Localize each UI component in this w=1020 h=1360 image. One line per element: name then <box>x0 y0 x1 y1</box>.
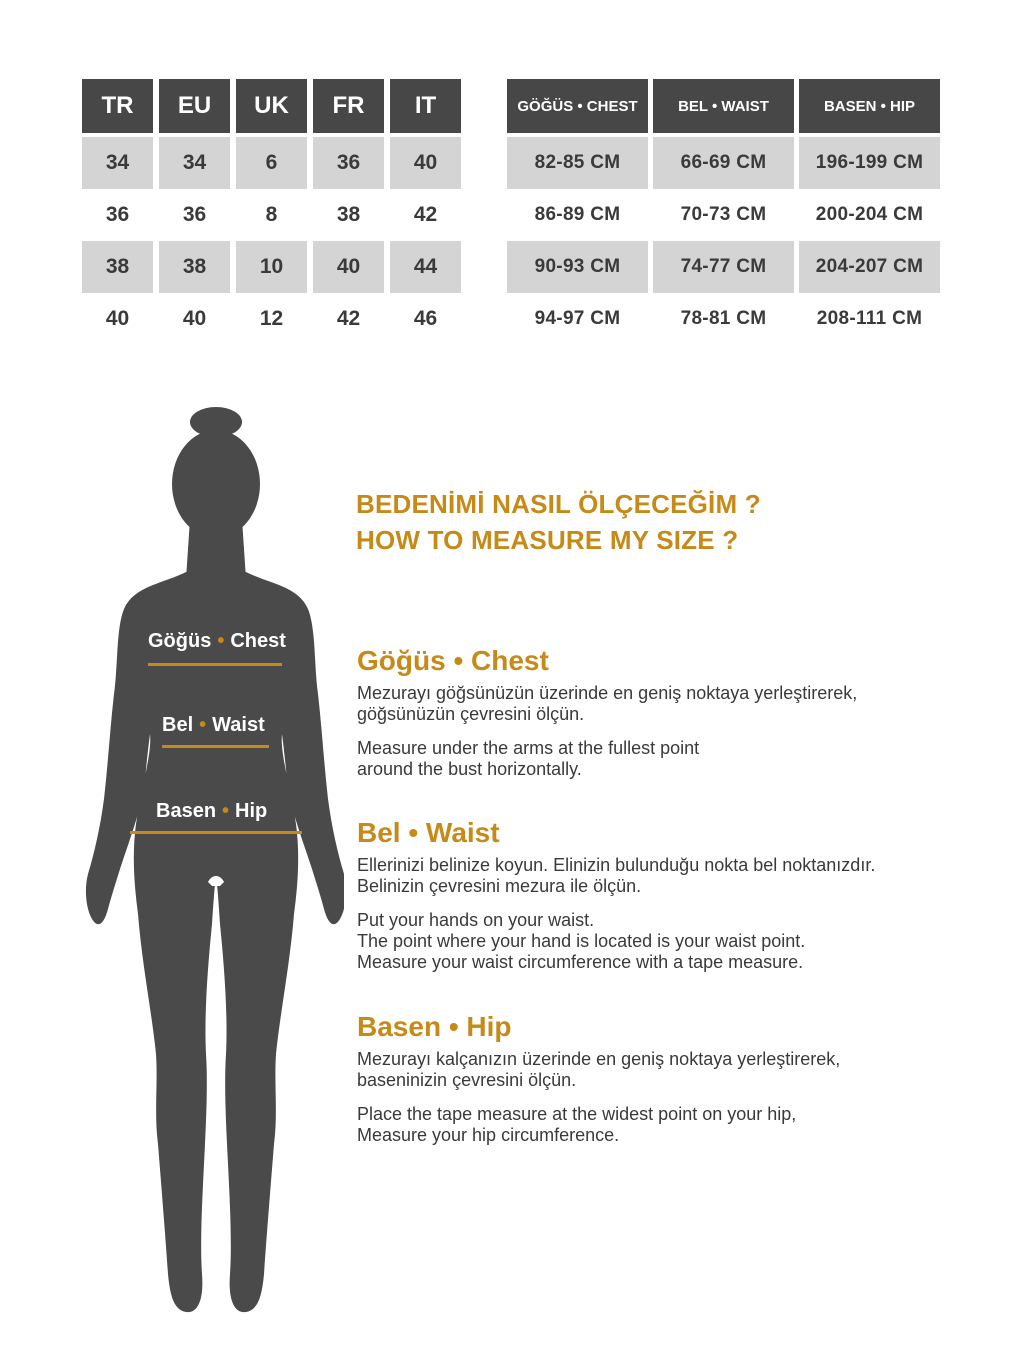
table-cell: 8 <box>265 203 278 226</box>
page-title-en: HOW TO MEASURE MY SIZE ? <box>356 525 739 555</box>
table-cell: 36 <box>105 203 130 226</box>
table-cell: 42 <box>336 307 361 330</box>
table-cell: 40 <box>105 307 130 330</box>
table-cell: 46 <box>413 307 438 330</box>
column-header-hip: BASEN • HIP <box>799 79 940 133</box>
table-cell: 90-93 CM <box>507 241 648 293</box>
table-cell: 70-73 CM <box>680 204 767 225</box>
table-cell: 40 <box>390 137 461 189</box>
section-hip-tr-text: Mezurayı kalçanızın üzerinde en geniş noktaya yerleştirerek, baseninizin çevresini ölçün. <box>357 1049 841 1090</box>
table-cell: 208-111 CM <box>816 308 923 329</box>
table-cell: 200-204 CM <box>815 204 924 225</box>
table-cell: 44 <box>390 241 461 293</box>
waist-tape-line <box>162 745 269 748</box>
column-header-it: IT <box>390 79 461 133</box>
table-cell: 6 <box>236 137 307 189</box>
column-header-fr: FR <box>313 79 384 133</box>
table-cell: 10 <box>236 241 307 293</box>
section-waist <box>357 817 957 986</box>
table-cell: 38 <box>159 241 230 293</box>
section-waist-en-text: Put your hands on your waist. The point where your hand is located is your waist point. Measure your waist circumference with a tape measure. <box>357 910 806 972</box>
table-cell: 74-77 CM <box>653 241 794 293</box>
figure-label-hip <box>156 800 267 823</box>
body-silhouette <box>82 404 344 1316</box>
section-waist-heading: Bel • Waist <box>357 817 500 848</box>
section-chest-tr-text: Mezurayı göğsünüzün üzerinde en geniş noktaya yerleştirerek, göğsünüzün çevresini ölçün. <box>357 683 858 724</box>
bullet-dot: • <box>199 714 207 736</box>
section-hip-en-text: Place the tape measure at the widest point on your hip, Measure your hip circumference. <box>357 1104 797 1145</box>
figure-label-waist-tr: Bel <box>162 714 194 736</box>
figure-label-chest-tr: Göğüs <box>148 630 212 652</box>
page-title <box>356 486 761 558</box>
table-cell: 94-97 CM <box>534 308 621 329</box>
table-cell: 12 <box>259 307 284 330</box>
table-cell: 86-89 CM <box>534 204 621 225</box>
section-hip <box>357 1011 957 1159</box>
table-cell: 196-199 CM <box>799 137 940 189</box>
figure-label-hip-tr: Basen <box>156 800 217 822</box>
column-header-waist: BEL • WAIST <box>653 79 794 133</box>
body-measurement-table <box>507 79 940 345</box>
column-header-eu: EU <box>159 79 230 133</box>
table-cell: 40 <box>182 307 207 330</box>
table-cell: 34 <box>159 137 230 189</box>
table-cell: 34 <box>82 137 153 189</box>
table-cell: 36 <box>313 137 384 189</box>
section-chest-heading: Göğüs • Chest <box>357 645 549 676</box>
bullet-dot: • <box>222 800 230 822</box>
column-header-tr: TR <box>82 79 153 133</box>
section-chest-en-text: Measure under the arms at the fullest point around the bust horizontally. <box>357 738 700 779</box>
figure-label-hip-en: Hip <box>235 800 268 822</box>
table-cell: 38 <box>82 241 153 293</box>
figure-label-waist-en: Waist <box>212 714 265 736</box>
section-chest <box>357 645 957 793</box>
column-header-uk: UK <box>236 79 307 133</box>
figure-label-chest-en: Chest <box>230 630 286 652</box>
section-hip-heading: Basen • Hip <box>357 1011 512 1042</box>
silhouette-graphic <box>82 404 344 1316</box>
section-waist-tr-text: Ellerinizi belinize koyun. Elinizin bulunduğu nokta bel noktanızdır. Belinizin çevresini mezura ile ölçün. <box>357 855 876 896</box>
table-cell: 42 <box>413 203 438 226</box>
bullet-dot: • <box>217 630 225 652</box>
figure-label-waist <box>162 714 265 737</box>
page-title-tr: BEDENİMİ NASIL ÖLÇECEĞİM ? <box>356 489 761 519</box>
table-cell: 82-85 CM <box>507 137 648 189</box>
size-conversion-table <box>82 79 461 345</box>
table-cell: 36 <box>182 203 207 226</box>
table-cell: 40 <box>313 241 384 293</box>
table-cell: 204-207 CM <box>799 241 940 293</box>
table-cell: 66-69 CM <box>653 137 794 189</box>
table-cell: 78-81 CM <box>680 308 767 329</box>
figure-label-chest <box>148 630 286 653</box>
column-header-chest: GÖĞÜS • CHEST <box>507 79 648 133</box>
table-cell: 38 <box>336 203 361 226</box>
chest-tape-line <box>148 663 282 666</box>
hip-tape-line <box>130 831 302 834</box>
